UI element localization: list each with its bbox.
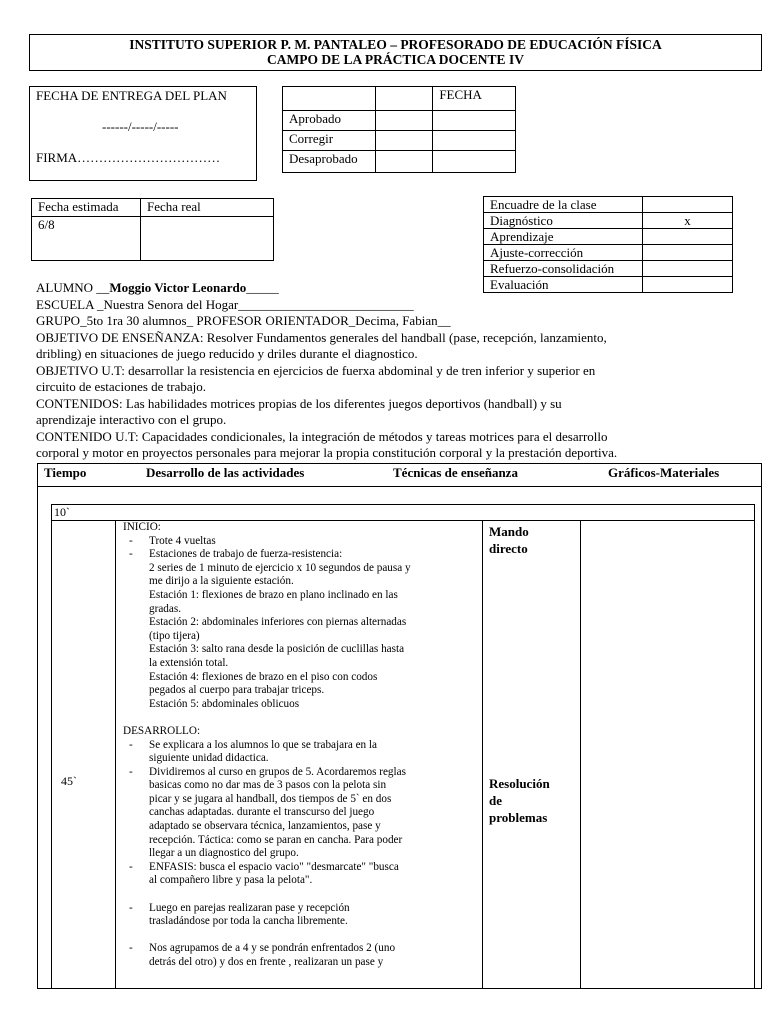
school-line: ESCUELA _Nuestra Senora del Hogar___________________________	[36, 296, 414, 312]
station-line: Estación 3: salto rana desde la posición de cuclillas hasta	[149, 643, 405, 656]
list-item: - ENFASIS: busca el espacio vacio" "desmarcate" "busca	[123, 861, 479, 875]
group-line: GRUPO_5to 1ra 30 alumnos_ PROFESOR ORIENTADOR_Decima, Fabian__	[36, 313, 451, 328]
estimated-date-value: 6/8	[32, 217, 141, 261]
station-line: Estación 4: flexiones de brazo en el piso con codos	[149, 670, 378, 683]
station-line: pegados al cuerpo para trabajar triceps.	[149, 684, 325, 697]
unit-objective-cont: circuito de estaciones de trabajo.	[36, 379, 207, 394]
list-item-cont: trasladándose por toda la cancha libremente.	[149, 915, 348, 928]
approval-date-header: FECHA	[433, 87, 516, 111]
station-line: Estación 1: flexiones de brazo en plano inclinado en las	[149, 588, 398, 601]
station-line: (tipo tijera)	[149, 629, 200, 642]
framing-row-mark	[643, 245, 733, 261]
institution-header	[29, 34, 762, 71]
unit-objective: OBJETIVO U.T: desarrollar la resistencia en ejercicios de fuerxa abdominal y de tren inferior y superior en	[36, 362, 596, 378]
list-item-cont: detrás del otro) y dos en frente , realizaran un pase y	[149, 956, 384, 968]
list-item-cont: siguiente unidad didactica.	[149, 752, 269, 765]
unit-contents-cont: corporal y motor en proyectos personales para mejorar la propia constitución corporal y la prestación deportiva.	[36, 445, 618, 460]
contents-cont: aprendizaje interactivo con el grupo.	[36, 412, 227, 427]
framing-row-mark	[643, 261, 733, 277]
framing-row-mark	[643, 229, 733, 245]
inicio-title: INICIO:	[123, 521, 161, 533]
framing-row-label: Evaluación	[484, 277, 643, 293]
station-line: Estación 5: abdominales oblicuos	[149, 697, 300, 710]
course-title: CAMPO DE LA PRÁCTICA DOCENTE IV	[267, 52, 524, 67]
framing-row-label: Aprendizaje	[484, 229, 643, 245]
institution-title: INSTITUTO SUPERIOR P. M. PANTALEO – PROFESORADO DE EDUCACIÓN FÍSICA	[129, 37, 662, 52]
development-time: 45`	[61, 774, 77, 788]
delivery-date-value: ------/-----/-----	[102, 119, 179, 134]
list-item: - Luego en parejas realizaran pase y recepción	[123, 902, 479, 916]
framing-row-label: Ajuste-corrección	[484, 245, 643, 261]
teaching-objective-cont: dribling) en situaciones de juego reducido y driles durante el diagnostico.	[36, 346, 418, 361]
student-line: ALUMNO __Moggio Victor Leonardo_____	[36, 280, 279, 295]
framing-row-mark: x	[643, 213, 733, 229]
real-date-label: Fecha real	[141, 199, 274, 217]
activities-grid	[51, 504, 755, 989]
desarrollo-title: DESARROLLO:	[123, 724, 201, 737]
framing-row-label: Refuerzo-consolidación	[484, 261, 643, 277]
list-item: - Estaciones de trabajo de fuerza-resistencia:	[123, 548, 479, 562]
disapproved-label: Desaprobado	[283, 151, 376, 173]
framing-row-mark	[643, 197, 733, 213]
list-item: - Dividiremos al curso en grupos de 5. Acordaremos reglas	[123, 766, 479, 780]
station-line: me dirijo a la siguiente estación.	[149, 575, 294, 588]
list-item-cont: picar y se jugara al handball, dos tiempos de 5` en dos	[149, 792, 392, 805]
delivery-date-label: FECHA DE ENTREGA DEL PLAN	[36, 88, 227, 103]
teaching-objective: OBJETIVO DE ENSEÑANZA: Resolver Fundamentos generales del handball (pase, recepción, lanzamiento,	[36, 329, 607, 345]
time-column-header: Tiempo	[44, 465, 87, 480]
list-item: - Nos agrupamos de a 4 y se pondrán enfrentados 2 (uno	[123, 942, 479, 956]
real-date-value	[141, 217, 274, 261]
list-item-cont: basicas como no dar mas de 3 pasos con la pelota sin	[149, 779, 387, 792]
student-name: Moggio Victor Leonardo	[109, 280, 247, 295]
dates-table	[31, 198, 274, 261]
estimated-date-label: Fecha estimada	[32, 199, 141, 217]
approved-label: Aprobado	[283, 111, 376, 131]
plan-delivery-box	[29, 86, 257, 181]
activities-text	[123, 521, 479, 970]
list-item: - Se explicara a los alumnos lo que se trabajara en la	[123, 739, 479, 753]
station-line: gradas.	[149, 602, 181, 615]
contents: CONTENIDOS: Las habilidades motrices propias de los diferentes juegos deportivos (handball) y su	[36, 395, 562, 411]
correct-label: Corregir	[283, 131, 376, 151]
list-item-cont: canchas adaptadas. durante el transcurso del juego	[149, 806, 375, 819]
framing-row-label: Encuadre de la clase	[484, 197, 643, 213]
materials-column-header: Gráficos-Materiales	[608, 465, 720, 480]
station-line: 2 series de 1 minuto de ejercicio x 10 segundos de pausa y	[149, 561, 411, 574]
list-item: - Trote 4 vueltas	[123, 535, 479, 549]
list-item-cont: llegar a un diagnostico del grupo.	[149, 847, 299, 860]
warmup-time: 10`	[54, 505, 70, 519]
list-item-cont: al compañero libre y pasa la pelota".	[149, 874, 313, 887]
technique-direct-command: Mando directo	[489, 524, 529, 556]
signature-line: FIRMA……………………………	[36, 150, 221, 165]
activities-column-header: Desarrollo de las actividades	[146, 465, 305, 480]
class-framing-table	[483, 196, 733, 293]
framing-row-label: Diagnóstico	[484, 213, 643, 229]
plan-details	[36, 280, 746, 462]
station-line: Estación 2: abdominales inferiores con piernas alternadas	[149, 616, 407, 629]
technique-problem-solving: Resolución de problemas	[489, 776, 550, 825]
approval-table	[282, 86, 516, 173]
list-item-cont: adaptado se observara técnica, lanzamientos, pase y	[149, 820, 381, 833]
unit-contents: CONTENIDO U.T: Capacidades condicionales, la integración de métodos y tareas motrices para el desarrollo	[36, 428, 608, 444]
list-item-cont: recepción. Táctica: como se paran en cancha. Para poder	[149, 833, 403, 846]
techniques-column-header: Técnicas de enseñanza	[393, 465, 518, 480]
station-line: la extensión total.	[149, 656, 229, 669]
